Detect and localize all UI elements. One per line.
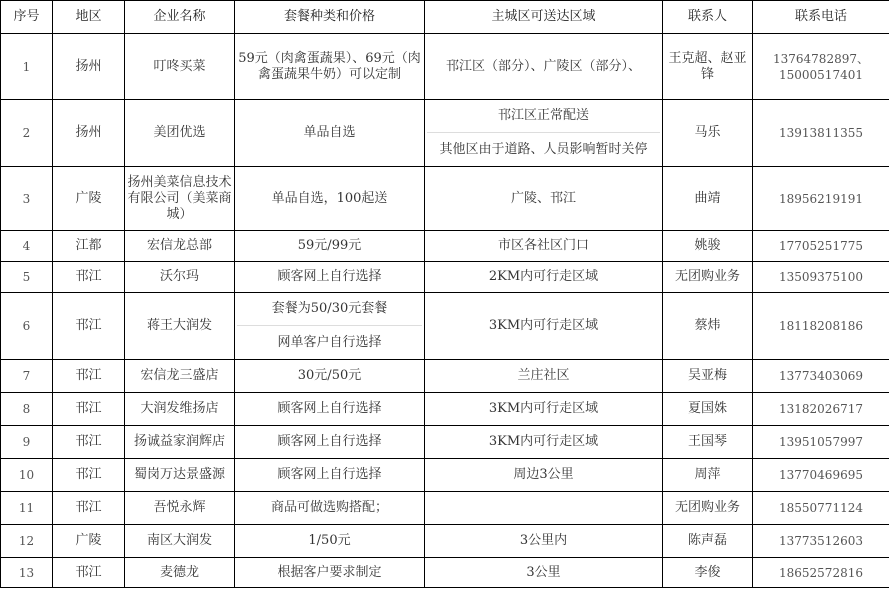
cell-contact: 无团购业务 xyxy=(663,492,753,525)
cell-package: 顾客网上自行选择 xyxy=(235,393,425,426)
cell-no: 7 xyxy=(1,360,53,393)
cell-delivery: 周边3公里 xyxy=(425,459,663,492)
cell-no: 12 xyxy=(1,525,53,558)
cell-company: 蒋王大润发 xyxy=(125,293,235,360)
table-row xyxy=(1,100,889,167)
cell-delivery: 3KM内可行走区域 xyxy=(425,426,663,459)
cell-area: 扬州 xyxy=(53,34,125,100)
cell-delivery: 邗江区（部分）、广陵区（部分）、 xyxy=(425,34,663,100)
cell-no: 3 xyxy=(1,167,53,231)
cell-phone: 13951057997 xyxy=(753,426,889,459)
header-no: 序号 xyxy=(1,1,53,34)
cell-delivery: 3KM内可行走区域 xyxy=(425,393,663,426)
cell-phone: 17705251775 xyxy=(753,231,889,262)
cell-area: 邗江 xyxy=(53,360,125,393)
cell-delivery: 3公里内 xyxy=(425,525,663,558)
cell-company: 叮咚买菜 xyxy=(125,34,235,100)
cell-delivery: 3公里 xyxy=(425,558,663,588)
cell-delivery: 兰庄社区 xyxy=(425,360,663,393)
header-phone: 联系电话 xyxy=(753,1,889,34)
cell-no: 5 xyxy=(1,262,53,293)
cell-phone: 18550771124 xyxy=(753,492,889,525)
header-package: 套餐种类和价格 xyxy=(235,1,425,34)
cell-delivery: 广陵、邗江 xyxy=(425,167,663,231)
cell-contact: 蔡炜 xyxy=(663,293,753,360)
cell-contact: 姚骏 xyxy=(663,231,753,262)
cell-contact: 李俊 xyxy=(663,558,753,588)
cell-area: 广陵 xyxy=(53,525,125,558)
cell-area: 邗江 xyxy=(53,492,125,525)
table-row xyxy=(1,293,889,360)
cell-area: 广陵 xyxy=(53,167,125,231)
cell-company: 大润发维扬店 xyxy=(125,393,235,426)
cell-package: 59元/99元 xyxy=(235,231,425,262)
cell-contact: 曲靖 xyxy=(663,167,753,231)
header-area: 地区 xyxy=(53,1,125,34)
cell-delivery: 2KM内可行走区域 xyxy=(425,262,663,293)
cell-contact: 吴亚梅 xyxy=(663,360,753,393)
cell-area: 江都 xyxy=(53,231,125,262)
cell-no: 8 xyxy=(1,393,53,426)
cell-phone: 13773403069 xyxy=(753,360,889,393)
cell-package: 单品自选 xyxy=(235,100,425,167)
cell-no: 11 xyxy=(1,492,53,525)
cell-no: 1 xyxy=(1,34,53,100)
cell-area: 邗江 xyxy=(53,558,125,588)
table-row xyxy=(1,34,889,100)
cell-contact: 周萍 xyxy=(663,459,753,492)
cell-no: 2 xyxy=(1,100,53,167)
cell-package xyxy=(235,293,425,360)
table-row xyxy=(1,360,889,393)
cell-contact: 无团购业务 xyxy=(663,262,753,293)
cell-area: 邗江 xyxy=(53,459,125,492)
cell-company: 麦德龙 xyxy=(125,558,235,588)
cell-area: 邗江 xyxy=(53,426,125,459)
cell-contact: 王国琴 xyxy=(663,426,753,459)
cell-delivery xyxy=(425,100,663,167)
table-row xyxy=(1,558,889,588)
header-company: 企业名称 xyxy=(125,1,235,34)
table-row xyxy=(1,262,889,293)
cell-company: 扬诚益家润辉店 xyxy=(125,426,235,459)
header-row xyxy=(1,1,889,34)
cell-company: 宏信龙三盛店 xyxy=(125,360,235,393)
cell-phone: 13773512603 xyxy=(753,525,889,558)
table-row xyxy=(1,393,889,426)
cell-area: 邗江 xyxy=(53,293,125,360)
cell-phone: 13770469695 xyxy=(753,459,889,492)
table-row xyxy=(1,459,889,492)
cell-delivery: 市区各社区门口 xyxy=(425,231,663,262)
cell-no: 9 xyxy=(1,426,53,459)
cell-no: 10 xyxy=(1,459,53,492)
cell-delivery: 3KM内可行走区域 xyxy=(425,293,663,360)
cell-package: 顾客网上自行选择 xyxy=(235,426,425,459)
table-row xyxy=(1,167,889,231)
package-line-a: 套餐为50/30元套餐 xyxy=(237,293,422,326)
cell-no: 6 xyxy=(1,293,53,360)
cell-phone: 18652572816 xyxy=(753,558,889,588)
cell-package: 30元/50元 xyxy=(235,360,425,393)
header-contact: 联系人 xyxy=(663,1,753,34)
cell-phone: 18118208186 xyxy=(753,293,889,360)
cell-package: 顾客网上自行选择 xyxy=(235,459,425,492)
cell-area: 扬州 xyxy=(53,100,125,167)
cell-phone: 13764782897、15000517401 xyxy=(753,34,889,100)
cell-company: 宏信龙总部 xyxy=(125,231,235,262)
cell-phone: 13913811355 xyxy=(753,100,889,167)
cell-phone: 13182026717 xyxy=(753,393,889,426)
cell-contact: 陈声磊 xyxy=(663,525,753,558)
package-line-b: 网单客户自行选择 xyxy=(277,334,382,350)
cell-no: 13 xyxy=(1,558,53,588)
cell-package: 根据客户要求制定 xyxy=(235,558,425,588)
cell-company: 扬州美菜信息技术有限公司（美菜商城） xyxy=(125,167,235,231)
cell-no: 4 xyxy=(1,231,53,262)
cell-company: 吾悦永辉 xyxy=(125,492,235,525)
table-row xyxy=(1,525,889,558)
header-delivery: 主城区可送达区域 xyxy=(425,1,663,34)
cell-package: 商品可做选购搭配； xyxy=(235,492,425,525)
delivery-line-a: 邗江区正常配送 xyxy=(427,100,660,133)
cell-package: 1/50元 xyxy=(235,525,425,558)
cell-company: 沃尔玛 xyxy=(125,262,235,293)
table-row xyxy=(1,426,889,459)
cell-phone: 13509375100 xyxy=(753,262,889,293)
cell-area: 邗江 xyxy=(53,393,125,426)
cell-package: 单品自选，100起送 xyxy=(235,167,425,231)
cell-contact: 夏国姝 xyxy=(663,393,753,426)
cell-company: 蜀岗万达景盛源 xyxy=(125,459,235,492)
cell-package: 顾客网上自行选择 xyxy=(235,262,425,293)
delivery-line-b: 其他区由于道路、人员影响暂时关停 xyxy=(439,141,648,157)
cell-package: 59元（肉禽蛋蔬果）、69元（肉禽蛋蔬果牛奶）可以定制 xyxy=(235,34,425,100)
cell-area: 邗江 xyxy=(53,262,125,293)
cell-company: 美团优选 xyxy=(125,100,235,167)
table-row xyxy=(1,492,889,525)
table-row xyxy=(1,231,889,262)
cell-phone: 18956219191 xyxy=(753,167,889,231)
cell-contact: 王克超、赵亚锋 xyxy=(663,34,753,100)
cell-company: 南区大润发 xyxy=(125,525,235,558)
cell-contact: 马乐 xyxy=(663,100,753,167)
cell-delivery xyxy=(425,492,663,525)
